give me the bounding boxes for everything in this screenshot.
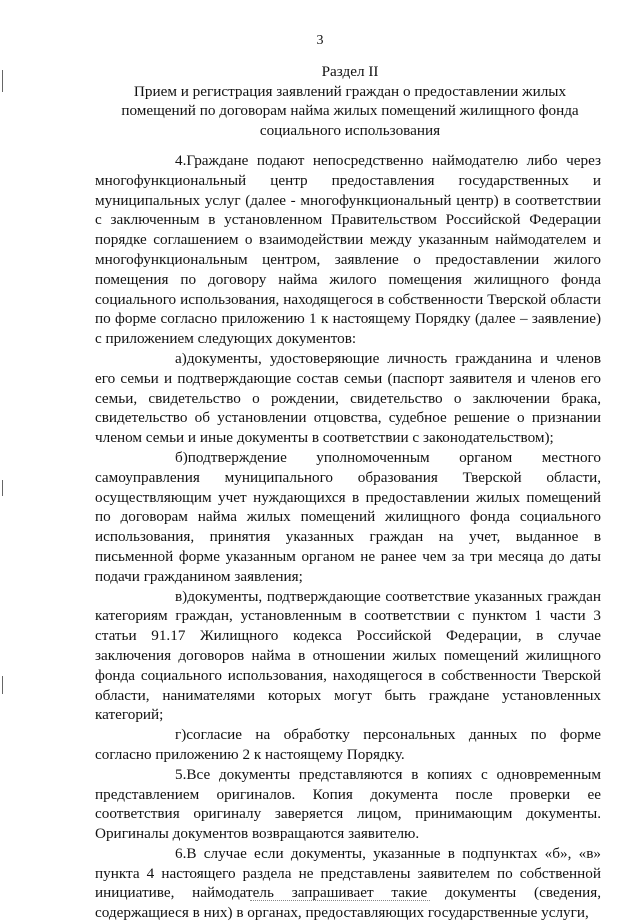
paragraph-number: б) xyxy=(175,448,188,466)
paragraph-text: документы, удостоверяющие личность гражданина и членов его семьи и подтверждающие состав семьи (паспорт заявителя и членов его семьи, свидетельство о рождении, свидетельство о заключении брака, свидетельство об установлении отцовства, судебное решение о признании членом семьи и иные документы в соответствии с законодательством); xyxy=(95,349,601,447)
section-title: Раздел II xyxy=(321,63,379,80)
paragraph-number: 5. xyxy=(175,765,187,783)
section-subtitle: Прием и регистрация заявлений граждан о предоставлении жилых помещений по договорам найма жилых помещений жилищного фонда социального использования xyxy=(121,82,579,139)
scan-edge-mark xyxy=(2,70,3,92)
subparagraph-g xyxy=(95,725,601,765)
paragraph-text: документы, подтверждающие соответствие указанных граждан категориям граждан, установленным в соответствии с пунктом 1 части 3 статьи 91.17 Жилищного кодекса Российской Федерации, в случае заключения договоров найма в отношении жилых помещений жилищного фонда социального использования, находящегося в собственности Тверской области, нанимателями которых могут быть граждане установленных категорий; xyxy=(95,587,601,724)
paragraph-5 xyxy=(95,765,601,844)
paragraph-number: г) xyxy=(175,726,187,744)
paragraph-number: 6. xyxy=(175,844,187,862)
scan-bottom-artifact xyxy=(250,898,430,901)
paragraph-number: 4. xyxy=(175,152,187,169)
document-body xyxy=(95,151,601,923)
subparagraph-b xyxy=(95,448,601,587)
scan-edge-mark xyxy=(2,480,3,496)
subparagraph-v xyxy=(95,587,601,726)
paragraph-text: подтверждение уполномоченным органом местного самоуправления муниципального образования Тверской области, осуществляющим учет нуждающихся в предоставлении жилых помещений по договорам найма жилых помещений жилищного фонда социального использования, принятия указанных граждан на учет, выданное в письменной форме указанным органом не ранее чем за три месяца до даты подачи гражданином заявления; xyxy=(95,448,601,585)
scan-edge-mark xyxy=(2,676,3,694)
paragraph-text: В случае если документы, указанные в подпунктах «б», «в» пункта 4 настоящего раздела не представлены заявителем по собственной инициативе, наймодатель запрашивает такие документы (сведения, содержащиеся в них) в органах, предоставляющих государственные услуги, xyxy=(95,844,601,922)
paragraph-number: а) xyxy=(175,349,187,367)
paragraph-text: Все документы представляются в копиях с одновременным представлением оригиналов. Копия документа после проверки ее соответствия оригиналу заверяется лицом, принимающим документы. Оригиналы документов возвращаются заявителю. xyxy=(95,765,601,843)
subparagraph-a xyxy=(95,349,601,448)
paragraph-text: Граждане подают непосредственно наймодателю либо через многофункциональный центр предоставления государственных и муниципальных услуг (далее - многофункциональный центр) в соответствии с заключенным в установленном Правительством Российской Федерации порядке соглашением о взаимодействии между указанным наймодателем и многофункциональным центром, заявление о предоставлении жилого помещения по договору найма жилого помещения жилищного фонда социального использования, находящегося в собственности Тверской области по форме согласно приложению 1 к настоящему Порядку (далее – заявление) с приложением следующих документов: xyxy=(95,152,601,348)
paragraph-6 xyxy=(95,844,601,923)
paragraph-text: согласие на обработку персональных данных по форме согласно приложению 2 к настоящему Порядку. xyxy=(95,726,601,763)
section-heading xyxy=(100,62,600,140)
paragraph-number: в) xyxy=(175,587,188,605)
paragraph-4 xyxy=(95,151,601,349)
page-number: 3 xyxy=(316,33,324,48)
